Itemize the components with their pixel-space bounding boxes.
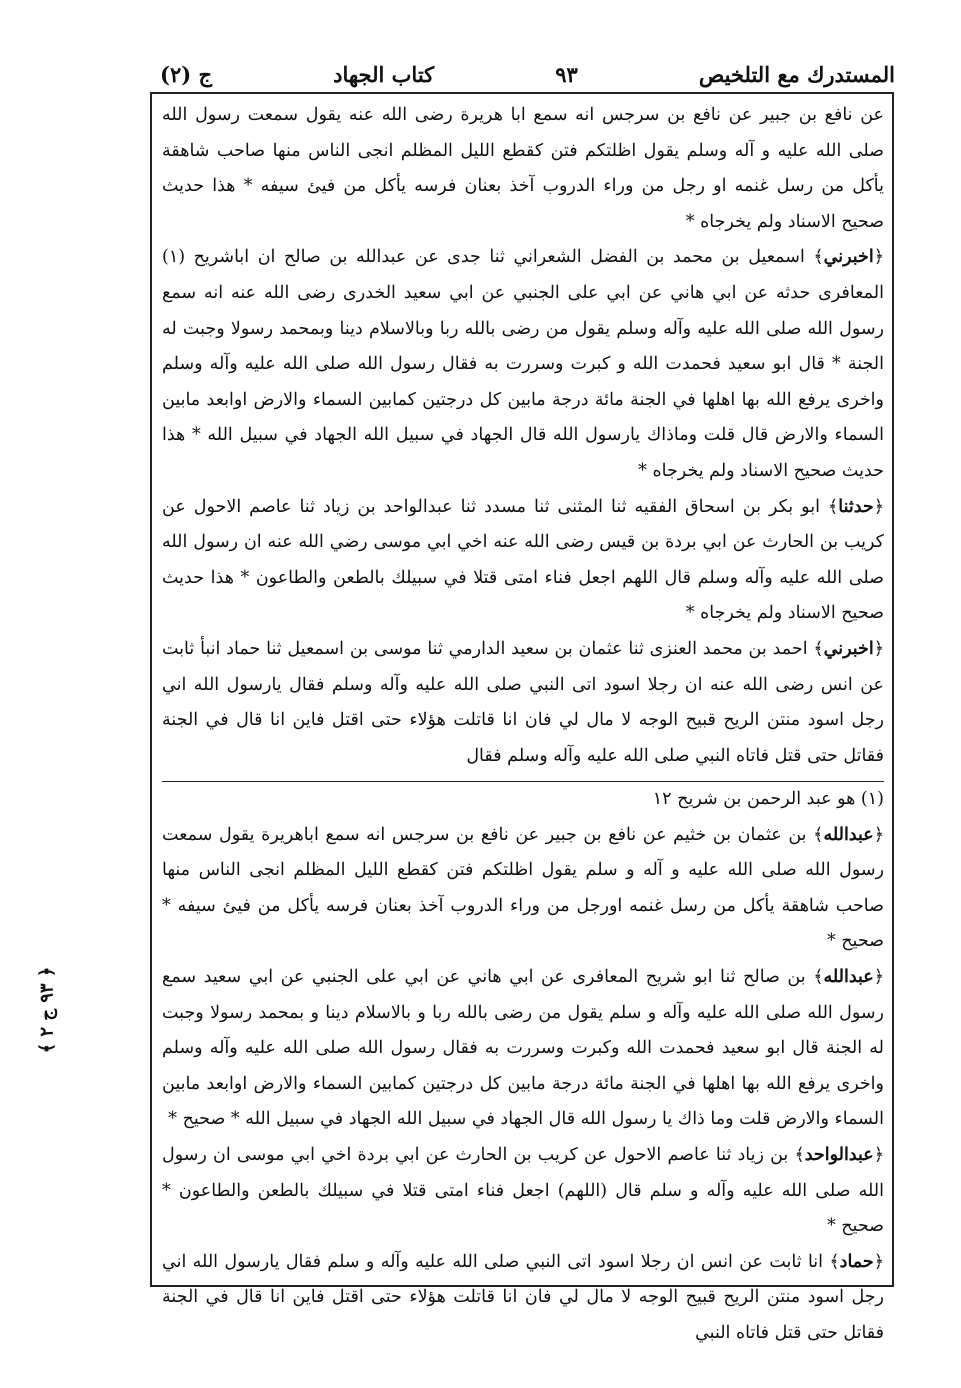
hadith-text: احمد بن محمد العنزى ثنا عثمان بن سعيد الدارمي ثنا موسى بن اسمعيل ثنا حماد انبأ ثابت عن انس رضى الله عنه ان رجلا اسود اتى النبي صلى الله عليه وآله وسلم فقال يارسول الله اني رجل اسود منتن الريح قبيح الوجه لا مال لي فان انا قاتلت هؤلاء حتى اقتل فاين انا قال في الجنة فقاتل حتى قتل فاتاه النبي صلى الله عليه وآله وسلم فقال [162,638,884,766]
footnote-marker: (١) هو عبد الرحمن بن شريح ١٢ [652,789,884,809]
hadith-lead-word: ﴿ حدثنا ﴾ [828,497,884,517]
hadith-paragraph [162,240,884,489]
talkhis-text: بن صالح ثنا ابو شريح المعافرى عن ابي هاني عن ابي على الجنبي عن ابي سعيد سمع رسول الله صلى الله عليه وآله و سلم يقول من رضى بالله ربا و بالاسلام دينا و بمحمد رسولا وجبت له الجنة قال ابو سعيد فحمدت الله وكبرت وسررت به فقال رسول الله صلى الله عليه وآله وسلم واخرى يرفع الله بها اهلها في الجنة مائة درجة مابين كل درجتين كمابين السماء والارض اوابعد مابين السماء والارض قلت وما ذاك يا رسول الله قال الجهاد في سبيل الله الجهاد في سبيل الله * صحيح * [162,966,884,1130]
talkhis-paragraph [162,1245,884,1352]
talkhis-paragraph [162,818,884,960]
talkhis-paragraph [162,960,884,1138]
talkhis-lead-word: ﴿ عبدالله ﴾ [813,967,884,987]
talkhis-lead-word: ﴿ حماد ﴾ [829,1252,884,1272]
main-text [162,98,884,766]
hadith-text: عن نافع بن جبير عن نافع بن سرجس انه سمع ابا هريرة رضى الله عنه يقول سمعت رسول الله صلى الله عليه و آله وسلم يقول اظلتكم فتن كقطع الليل المظلم انجى الناس منها صاحب شاهقة يأكل من رسل غنمه او رجل من وراء الدروب آخذ بعنان فرسه يأكل من فيئ سيفه * هذا حديث صحيح الاسناد ولم يخرجاه * [162,105,884,232]
running-header [160,56,895,92]
talkhis-text: بن عثمان بن خثيم عن نافع بن جبير عن نافع بن سرجس انه سمع اباهريرة يقول سمعت رسول الله صلى الله عليه و آله و سلم يقول اظلتكم فتن كقطع الليل المظلم انجى الناس منها صاحب شاهقة يأكل من رسل غنمه اورجل من وراء الدروب آخذ بعنان فرسه يأكل من فيئ سيفه * صحيح * [162,824,884,952]
talkhis-section [162,782,884,1343]
hadith-paragraph [162,98,884,240]
talkhis-lead-word: ﴿ عبدالله ﴾ [813,825,884,845]
hadith-lead-word: ﴿ اخبرني ﴾ [813,247,884,267]
talkhis-text: انا ثابت عن انس ان رجلا اسود اتى النبي صلى الله عليه وآله و سلم فقال يارسول الله اني رجل اسود منتن الريح قبيح الوجه لا مال لي فان انا قاتلت هؤلاء حتى اقتل فاين انا قال في الجنة فقاتل حتى قتل فاتاه النبي [162,1251,884,1343]
margin-note-lower-text: ﴿ ٩٣ ج ٢ ﴾ [36,966,58,1054]
talkhis-paragraph [162,1138,884,1245]
header-page-number: ٩٣ [555,61,578,87]
hadith-paragraph [162,490,884,632]
hadith-text: ابو بكر بن اسحاق الفقيه ثنا المثنى ثنا مسدد ثنا عبدالواحد بن زياد ثنا عاصم الاحول عن كريب بن الحارث عن ابي بردة بن قيس رضى الله عنه اخي ابي موسى رضي الله عنه ان رسول الله صلى الله عليه وآله وسلم قال اللهم اجعل فناء امتى قتلا في سبيلك بالطعن والطاعون * هذا حديث صحيح الاسناد ولم يخرجاه * [162,496,884,624]
hadith-text: اسمعيل بن محمد بن الفضل الشعراني ثنا جدى عن عبدالله بن صالح ان اباشريح (١) المعافرى حدثه عن ابي هاني عن ابي على الجنبي عن ابي سعيد الخدرى رضى الله عنه انه سمع رسول الله صلى الله عليه وآله وسلم يقول من رضى بالله ربا وبالاسلام دينا وبمحمد رسولا وجبت له الجنة * قال ابو سعيد فحمدت الله و كبرت وسررت به فقال رسول الله صلى الله عليه وآله وسلم واخرى يرفع الله بها اهلها في الجنة مائة درجة مابين كل درجتين كمابين السماء والارض اوابعد مابين السماء والارض قال قلت وماذاك يارسول الله قال الجهاد في سبيل الله الجهاد في سبيل الله * هذا حديث صحيح الاسناد ولم يخرجاه * [162,247,884,481]
hadith-paragraph [162,632,884,774]
talkhis-text: بن زياد ثنا عاصم الاحول عن كريب بن الحارث عن ابي بردة اخي ابي موسى ان رسول الله صلى الله عليه وآله و سلم قال (اللهم) اجعل فناء امتى قتلا في سبيلك بالطعن والطاعون * صحيح * [162,1144,884,1237]
header-volume: ج (٢) [160,61,213,87]
header-chapter: كتاب الجهاد [333,61,435,87]
header-book-title: المستدرك مع التلخيص [698,61,895,87]
talkhis-lead-word: ﴿ عبدالواحد ﴾ [794,1145,884,1165]
hadith-lead-word: ﴿ اخبرني ﴾ [813,639,884,659]
